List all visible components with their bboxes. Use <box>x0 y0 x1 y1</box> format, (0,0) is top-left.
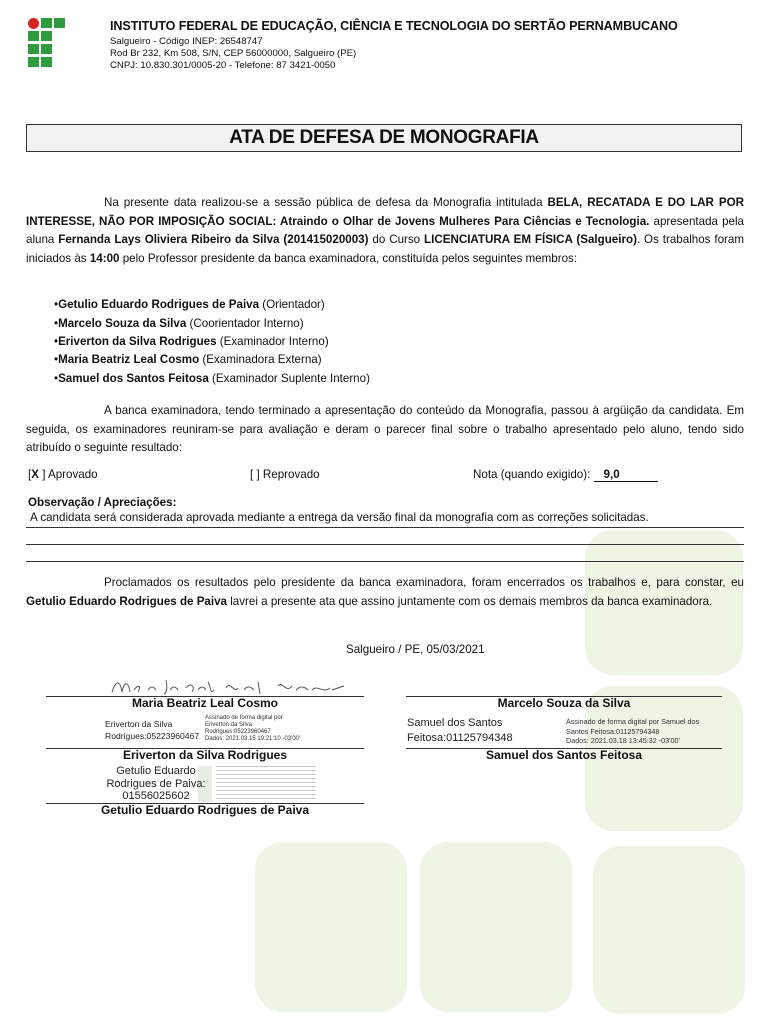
intro-text: apresentada pela aluna <box>26 214 745 246</box>
place-date: Salgueiro / PE, 05/03/2021 <box>346 643 485 656</box>
student-name: Fernanda Lays Oliviera Ribeiro da Silva (201415020003) <box>58 233 369 246</box>
signature-detail: Dados: 2021.03.18 13:45:32 -03'00' <box>566 736 680 745</box>
president-name: Getulio Eduardo Rodrigues de Paiva <box>26 594 227 608</box>
bracket: [ <box>28 468 32 481</box>
signature-detail: Assinado de forma digital por Samuel dos <box>566 717 700 726</box>
header-cnpj: CNPJ: 10.830.301/0005-20 - Telefone: 87 3421-0050 <box>110 60 336 71</box>
approved-option <box>28 468 98 481</box>
monograph-title: BELA, RECATADA E DO LAR POR INTERESSE, NÃO POR IMPOSIÇÃO SOCIAL: Atraindo o Olhar de Jovens Mulheres Para Ciências e Tecnologia. <box>26 196 744 228</box>
signer-text: Samuel dos Santos <box>407 717 503 729</box>
signature-detail: Assinado de forma digital por <box>205 715 283 721</box>
member-name: Maria Beatriz Leal Cosmo <box>58 353 200 366</box>
digital-signature-details <box>566 717 699 746</box>
member-name: Getulio Eduardo Rodrigues de Paiva <box>58 298 260 311</box>
approved-mark: X <box>31 468 39 481</box>
observation-line <box>26 527 744 528</box>
signer-marcelo-name: Marcelo Souza da Silva <box>497 696 631 710</box>
signer-text: Rodrigues de Paiva: <box>106 777 206 790</box>
intro-text: Na presente data realizou-se a sessão pública de defesa da Monografia intitulada <box>104 196 548 209</box>
member-role: (Examinador Suplente Interno) <box>208 372 370 385</box>
start-time: 14:00 <box>89 251 120 265</box>
bullet: • <box>54 335 59 348</box>
grade-value: 9,0 <box>594 468 658 482</box>
signer-text: Eriverton da Silva <box>105 719 173 729</box>
member-name: Marcelo Souza da Silva <box>58 317 187 330</box>
observation-line <box>26 561 744 562</box>
member-name: Eriverton da Silva Rodrigues <box>58 335 217 348</box>
signer-text: 01556025602 <box>122 790 190 802</box>
member-item <box>54 335 329 348</box>
evaluation-paragraph <box>26 402 744 458</box>
closing-text: Proclamados os resultados pelo presidente da banca examinadora, foram encerrados os trabalhos e, para constar, eu <box>104 576 744 589</box>
signer-text: Getulio Eduardo <box>116 765 196 777</box>
closing-paragraph <box>26 574 744 611</box>
signature-detail: Santos Feitosa:01125794348 <box>566 726 660 736</box>
handwritten-signature-text <box>110 678 122 679</box>
signer-text: Feitosa:01125794348 <box>407 732 513 744</box>
member-role: (Coorientador Interno) <box>186 317 304 330</box>
reproved-option: [ ] Reprovado <box>250 468 320 481</box>
bullet: • <box>54 372 59 385</box>
institution-name: INSTITUTO FEDERAL DE EDUCAÇÃO, CIÊNCIA E TECNOLOGIA DO SERTÃO PERNAMBUCANO <box>110 19 678 33</box>
bullet: • <box>54 298 59 311</box>
signer-getulio-name: Getulio Eduardo Rodrigues de Paiva <box>100 803 310 817</box>
evaluation-text: A banca examinadora, tendo terminado a apresentação do conteúdo da Monografia, passou à argüição da candidata. Em seguida, os examinadores reuniram-se para avaliação e deram o parecer final sobre o trabalho apresentado pelo aluno, tendo sido atribuído o seguinte resultado: <box>26 404 744 454</box>
approved-label: ] Aprovado <box>38 468 98 481</box>
member-role: (Orientador) <box>259 298 325 311</box>
bullet: • <box>54 317 59 330</box>
signature-detail: Dados: 2021.03.15 19:21:10 -03'00' <box>205 736 301 742</box>
signer-eriverton-name: Eriverton da Silva Rodrigues <box>122 748 288 762</box>
signer-text: Rodrigues:05223960467 <box>105 731 200 741</box>
watermark-block <box>593 846 745 1014</box>
digital-signature-fineprint <box>216 766 316 800</box>
signature-detail: Rodrigues:05223960467 <box>205 729 271 735</box>
member-role: (Examinadora Externa) <box>199 353 322 366</box>
intro-text: . Os trabalhos foram iniciados às <box>26 233 745 265</box>
closing-text: lavrei a presente ata que assino juntamente com os demais membros da banca examinadora. <box>227 594 713 608</box>
watermark-block <box>420 842 572 1012</box>
member-item <box>54 317 304 330</box>
course-name: LICENCIATURA EM FÍSICA (Salgueiro) <box>424 233 637 246</box>
bullet: • <box>54 353 59 366</box>
watermark-block <box>255 842 407 1012</box>
observation-text: A candidata será considerada aprovada mediante a entrega da versão final da monografia com as correções solicitadas. <box>30 511 649 524</box>
member-item <box>54 353 322 366</box>
header-inep: Salgueiro - Código INEP: 26548747 <box>110 36 263 47</box>
signature-detail: Eriverton da Silva <box>205 722 253 728</box>
document-title: ATA DE DEFESA DE MONOGRAFIA <box>229 127 539 148</box>
intro-paragraph <box>26 194 744 268</box>
signer-samuel-name: Samuel dos Santos Feitosa <box>485 748 643 762</box>
grade-field <box>473 468 658 482</box>
observation-label: Observação / Apreciações: <box>28 496 177 509</box>
digital-signer-samuel <box>407 716 513 746</box>
member-name: Samuel dos Santos Feitosa <box>58 372 209 385</box>
intro-text: pelo Professor presidente da banca examinadora, constituída pelos seguintes membros: <box>119 251 578 265</box>
intro-text: do Curso <box>368 233 425 246</box>
institution-logo <box>28 18 68 68</box>
digital-signer-eriverton <box>105 718 199 742</box>
digital-signer-getulio <box>100 765 212 803</box>
member-item <box>54 298 325 311</box>
member-role: (Examinador Interno) <box>216 335 329 348</box>
digital-signature-details <box>205 715 300 743</box>
header-address: Rod Br 232, Km 508, S/N, CEP 56000000, Salgueiro (PE) <box>110 48 357 59</box>
observation-line <box>26 544 744 545</box>
member-item <box>54 372 370 385</box>
grade-label: Nota (quando exigido): <box>473 468 591 481</box>
document-title-box <box>26 124 742 152</box>
signer-maria-name: Maria Beatriz Leal Cosmo <box>131 696 279 710</box>
